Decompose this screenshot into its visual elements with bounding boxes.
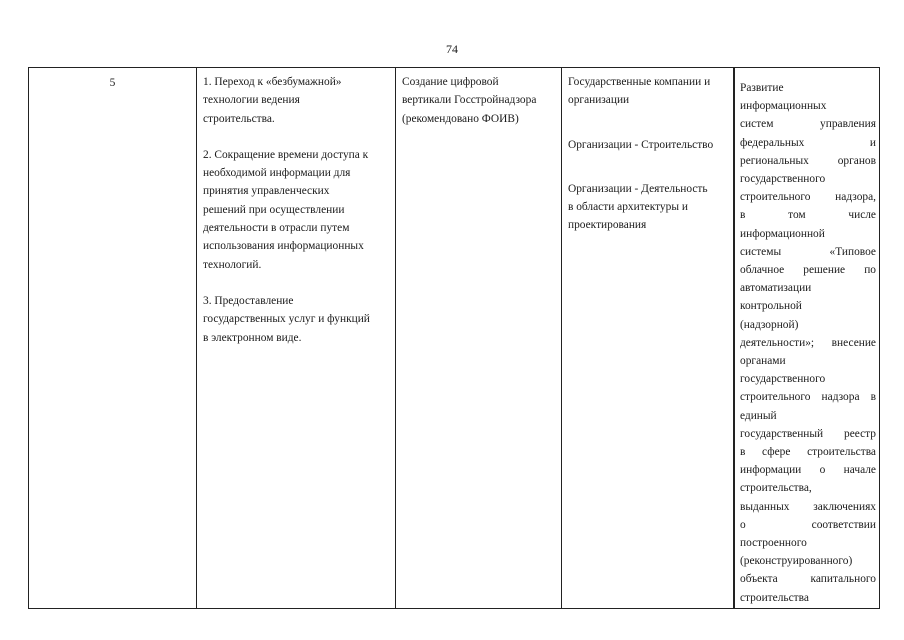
text-line: строительства: [740, 591, 809, 604]
text-line: технологий.: [203, 258, 262, 271]
text-line: 1. Переход к «безбумажной»: [203, 76, 342, 88]
text-line: принятия управленческих: [203, 185, 330, 198]
text-line: Государственные компании и: [568, 76, 711, 88]
text-line: федеральных и: [740, 136, 876, 149]
text-line: региональных органов: [740, 154, 876, 167]
text-line: технологии ведения: [203, 94, 300, 107]
text-line: построенного: [740, 537, 807, 550]
description-cell: [740, 79, 876, 607]
text-line: контрольной: [740, 300, 802, 313]
text-line: информации о начале: [740, 464, 876, 477]
text-line: в электронном виде.: [203, 331, 302, 344]
text-line: облачное решение по: [740, 264, 876, 277]
column-divider: [561, 68, 562, 608]
column-divider: [395, 68, 396, 608]
column-divider: [733, 68, 735, 608]
text-line: о соответствии: [740, 518, 876, 531]
text-line: строительства,: [740, 482, 812, 495]
text-line: строительства.: [203, 112, 275, 125]
text-line: информационной: [740, 227, 825, 240]
text-line: (реконструированного): [740, 555, 853, 568]
project-cell: [402, 73, 558, 128]
participant-paragraph: [568, 136, 731, 154]
text-line: органами: [740, 355, 786, 368]
text-line: государственного: [740, 173, 826, 186]
requirements-table: [28, 67, 880, 609]
text-line: Организации - Деятельность: [568, 182, 708, 195]
text-line: информационных: [740, 100, 827, 113]
text-line: (рекомендовано ФОИВ): [402, 112, 519, 125]
text-line: 3. Предоставление: [203, 294, 294, 307]
text-line: в области архитектуры и: [568, 201, 688, 214]
text-line: государственного: [740, 373, 826, 386]
goal-paragraph: [203, 146, 391, 274]
text-line: в том числе: [740, 209, 876, 222]
text-line: решений при осуществлении: [203, 203, 345, 216]
text-line: государственный реестр: [740, 427, 876, 440]
text-line: деятельности»; внесение: [740, 336, 876, 349]
text-line: необходимой информации для: [203, 167, 351, 180]
text-line: организации: [568, 94, 630, 107]
text-line: деятельности в отрасли путем: [203, 222, 350, 235]
text-line: автоматизации: [740, 282, 812, 295]
text-line: Создание цифровой: [402, 76, 499, 88]
text-line: Развитие: [740, 82, 784, 94]
goals-cell: [203, 73, 391, 347]
text-line: использования информационных: [203, 240, 364, 253]
text-line: проектирования: [568, 219, 647, 232]
participant-paragraph: [568, 180, 731, 235]
participant-paragraph: [568, 73, 731, 110]
text-line: единый: [740, 409, 777, 422]
text-line: выданных заключениях: [740, 500, 876, 513]
text-line: 2. Сокращение времени доступа к: [203, 148, 369, 161]
goal-paragraph: [203, 292, 391, 347]
column-divider: [196, 68, 197, 608]
text-line: в сфере строительства: [740, 446, 876, 459]
text-line: системы «Типовое: [740, 245, 876, 258]
text-line: систем управления: [740, 118, 876, 131]
text-line: строительного надзора в: [740, 391, 876, 404]
text-line: государственных услуг и функций: [203, 313, 370, 326]
project-paragraph: [402, 73, 558, 128]
text-line: (надзорной): [740, 318, 799, 331]
page-number: 74: [446, 42, 458, 56]
goal-paragraph: [203, 73, 391, 128]
text-line: объекта капитального: [740, 573, 876, 586]
text-line: строительного надзора,: [740, 191, 876, 204]
row-number-cell: 5: [109, 77, 116, 89]
participants-cell: [568, 73, 731, 235]
text-line: Организации - Строительство: [568, 138, 714, 151]
text-line: вертикали Госстройнадзора: [402, 94, 537, 107]
